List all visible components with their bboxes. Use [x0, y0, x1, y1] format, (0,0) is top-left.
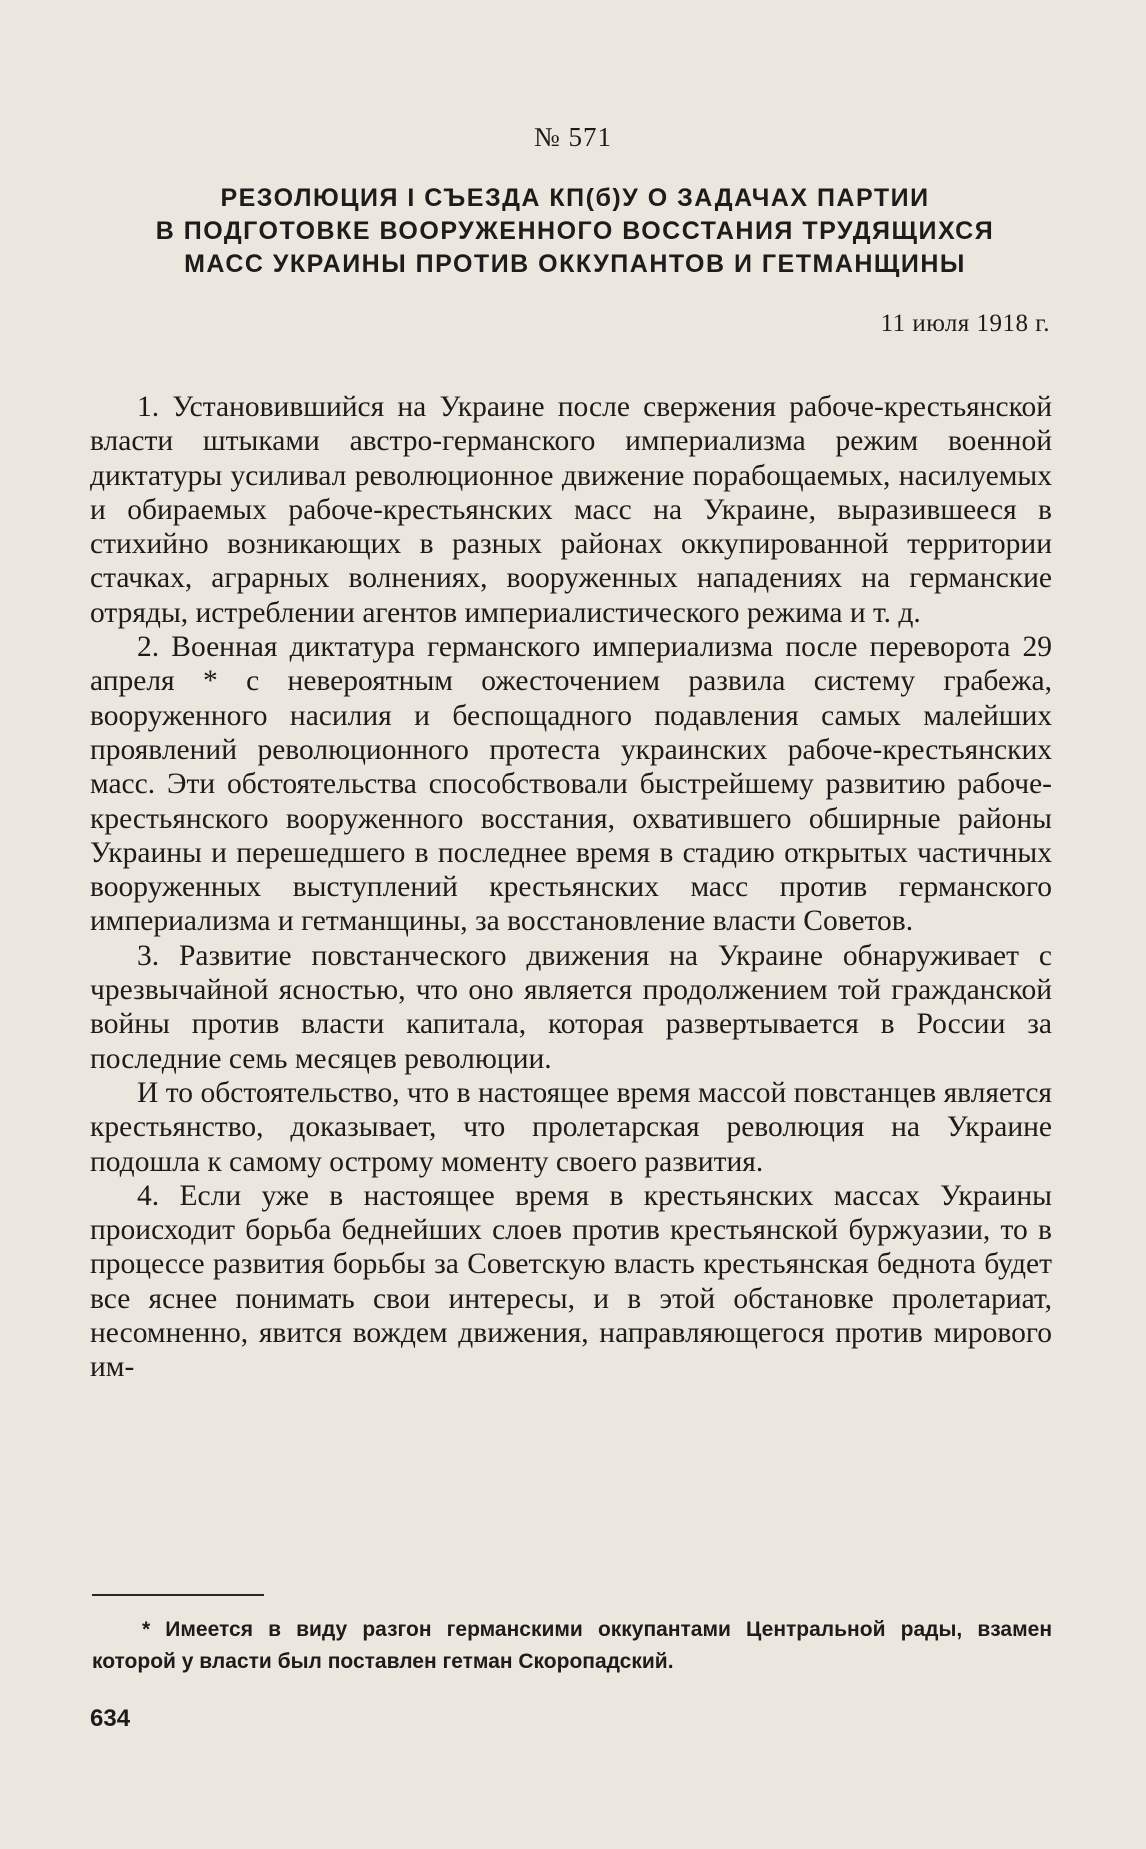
title-line: РЕЗОЛЮЦИЯ I СЪЕЗДА КП(б)У О ЗАДАЧАХ ПАРТИИ	[220, 184, 930, 212]
paragraph-4: 4. Если уже в настоящее время в крестьянских массах Украины происходит борьба беднейших слоев против крестьянской буржуазии, то в процессе развития борьбы за Советскую власть крестьянская беднота будет все яснее понимать свои интересы, и в этой обстановке пролетариат, несомненно, явится вождем движения, направляющегося против мирового им-	[90, 1179, 1052, 1384]
paragraph-3-continued: И то обстоятельство, что в настоящее время массой повстанцев является крестьянство, доказывает, что пролетарская революция на Украине подошла к самому острому моменту своего развития.	[90, 1076, 1052, 1178]
body-text	[90, 390, 1052, 1385]
footnote: * Имеется в виду разгон германскими оккупантами Центральной рады, взамен которой у власти был поставлен гетман Скоропадский.	[92, 1618, 1052, 1673]
title-line: В ПОДГОТОВКЕ ВООРУЖЕННОГО ВОССТАНИЯ ТРУДЯЩИХСЯ	[155, 217, 995, 245]
title-line: МАСС УКРАИНЫ ПРОТИВ ОККУПАНТОВ И ГЕТМАНЩИНЫ	[184, 250, 966, 278]
paragraph-3: 3. Развитие повстанческого движения на Украине обнаруживает с чрезвычайной ясностью, что оно является продолжением той гражданской войны против власти капитала, которая развертывается в России за последние семь месяцев революции.	[90, 939, 1052, 1075]
document-number: № 571	[533, 122, 612, 152]
page-number: 634	[90, 1705, 131, 1732]
paragraph-2: 2. Военная диктатура германского империализма после переворота 29 апреля * с невероятным ожесточением развила систему грабежа, вооруженного насилия и беспощадного подавления самых малейших проявлений революционного протеста украинских рабоче-крестьянских масс. Эти обстоятельства способствовали быстрейшему развитию рабоче-крестьянского вооруженного восстания, охватившего обширные районы Украины и перешедшего в последнее время в стадию открытых частичных вооруженных выступлений крестьянских масс против германского империализма и гетманщины, за восстановление власти Советов.	[90, 631, 1052, 938]
footnote-divider	[92, 1594, 264, 1596]
document-title	[110, 182, 1040, 281]
document-date: 11 июля 1918 г.	[880, 310, 1050, 337]
paragraph-1: 1. Установившийся на Украине после свержения рабоче-крестьянской власти штыками австро-германского империализма режим военной диктатуры усиливал революционное движение порабощаемых, насилуемых и обираемых рабоче-крестьянских масс на Украине, выразившееся в стихийно возникающих в разных районах оккупированной территории стачках, аграрных волнениях, вооруженных нападениях на германские отряды, истреблении агентов империалистического режима и т. д.	[90, 391, 1052, 629]
